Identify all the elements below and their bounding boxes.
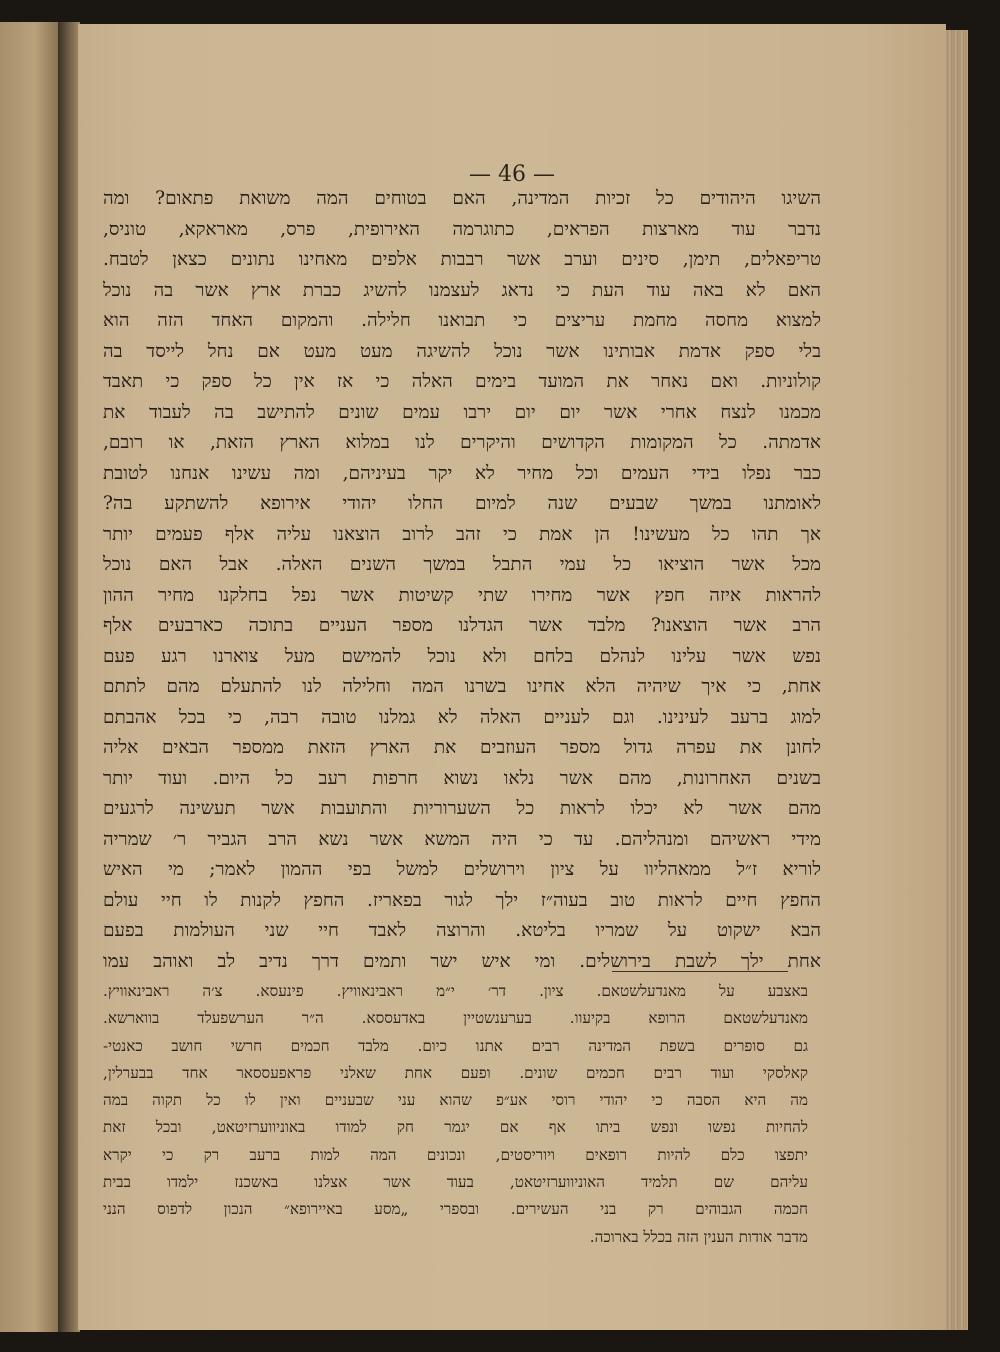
text-line: בלי ספק אדמת אבותינו אשר נוכל להשיגה מעט מעט אם נחל לייסד בה [103, 340, 821, 362]
text-line: הרב אשר הוצאנו? מלבד אשר הגדלנו מספר העניים בתוכה כארבעים אלף [103, 615, 821, 636]
footnote-line: חכמה הגבוהים רק בני העשירים. ובספרי „מסע באיירופא״ הנכון לדפוס הנני [103, 1200, 808, 1219]
text-line: מידי ראשיהם ומנהליהם. עד כי היה המשא אשר נשא הרב הגביר ר׳ שמריה [103, 828, 821, 850]
text-line: השיגו היהודים כל זכיות המדינה, האם בטוחים המה משואת פתאום? ומה [103, 188, 821, 209]
main-text-block [103, 184, 821, 977]
text-line: מכמנו לנצח אחרי אשר יום יום ירבו עמים שונים להתישב בה לעבוד את [103, 401, 821, 423]
footnote-line: מדבר אודות הענין הזה בכלל בארוכה. [589, 1227, 808, 1246]
footnote-line: מה היא הסבה כי יהודי רוסי אע״פ שהוא עני שבעניים ואין לו כל תקוה במה [103, 1091, 808, 1110]
text-line: אדמתה. כל המקומות הקדושים והיקרים לנו במלוא הארץ הזאת, או רובם, [103, 432, 821, 453]
page-number: — 46 — [469, 162, 555, 187]
text-line: טריפאלים, תימן, סינים וערב אשר רבבות אלפים מאחינו נתונים כצאן לטבח. [103, 249, 821, 270]
footnote-divider [612, 971, 788, 972]
text-line: מהם אשר לא יכלו לראות כל השערוריות והתועבות אשר תעשינה לרגעים [103, 798, 821, 819]
footnote-block [103, 978, 808, 1251]
text-line: אך תהו כל מעשינו! הן אמת כי זהב לרוב הוצאנו עליה אלף פעמים יותר [103, 523, 821, 545]
text-line: כבר נפלו בידי העמים וכל מחיר לא יקר בעיניהם, ומה עשינו אנחנו לטובת [103, 462, 821, 484]
text-line: לוריא ז״ל ממאהליוו על ציון וירושלים למשל בפי ההמון לאמר; מי האיש [103, 859, 821, 880]
text-line: אחת, כי איך שיהיה הלא אחינו בשרנו המה וחלילה לנו להתעלם מהם לתתם [103, 676, 821, 697]
footnote-line: מאנדעלשטאם הרופא בקיעוו. בערענשטיין באדעססא. ה״ר הערשפעלד בווארשא. [103, 1009, 808, 1028]
text-line: לחונן את עפרה גדול מספר העוזבים את הארץ הזאת ממספר הבאים אליה [103, 737, 821, 758]
footnote-line: באצבע על מאנדעלשטאם. ציון. דר׳ י״מ ראבינאוויץ. פינעסא. צ׳ה ראבינאוויץ. [103, 982, 808, 1000]
footnote-line: גם סופרים בשפת המדינה רבים אתנו כיום. מלבד חכמים חרשי חושב כאנטי- [103, 1036, 808, 1055]
text-line: החפץ חיים לראות טוב בעוה״ז ילך לגור בפאריז. החפץ לקנות לו חיי עולם [103, 889, 821, 911]
text-line: למצוא מחסה מחמת עריצים כי תבואנו חלילה. והמקום האחד הזה הוא [103, 310, 821, 331]
footnote-line: יתפצו כלם להיות רופאים ויוריסטים, ונכונים המה למות ברעב רק כי יקרא [103, 1145, 808, 1164]
previous-page-edge [0, 22, 60, 1332]
text-line: נפש אשר עלינו לנהלם בלחם ולא נוכל להמישם מעל צוארנו רגע פעם [103, 645, 821, 667]
text-line: בשנים האחרונות, מהם אשר נלאו נשוא חרפות רעב כל היום. ועוד יותר [103, 767, 821, 789]
text-line: להראות איזה חפץ אשר מחירו שתי קשיטות אשר נפל בחלקנו מחיר ההון [103, 584, 821, 606]
text-line: קולוניות. ואם נאחר את המועד בימים האלה כי אז אין כל ספק כי תאבד [103, 371, 821, 392]
text-line: האם לא באה עוד העת כי נדאג לעצמנו להשיג כברת ארץ אשר בה נוכל [103, 279, 821, 301]
text-line: הבא ישקוט על שמריו בליטא. והרוצה לאבד חיי שני העולמות בפעם [103, 920, 821, 941]
text-line: נדבר עוד מארצות הפראים, כתוגרמה האירופית, פרס, מאראקא, טוניס, [103, 218, 821, 240]
book-gutter [58, 22, 80, 1332]
footnote-line: להחיות נפשו ונפש ביתו אף אם יגמר חק למודו באוניווערזיטאט, ובכל זאת [103, 1118, 808, 1137]
footnote-line: קאלסקי ועוד רבים חכמים שונים. ופעם אחת שאלני פראפעססאר אחד בבערלין, [103, 1063, 808, 1082]
text-line: אחת ילך לשבת בירושלים. ומי איש ישר ותמים דרך נדיב לב ואוהב עמו [103, 950, 821, 972]
text-line: לאומתנו במשך שבעים שנה למיום החלו יהודי אירופא להשתקע בה? [103, 493, 821, 514]
text-line: למוג ברעב לעינינו. וגם לעניים האלה לא גמלנו טובה רבה, כי בכל אהבתם [103, 706, 821, 728]
text-line: מכל אשר הוציאו כל עמי התבל במשך השנים האלה. אבל האם נוכל [103, 554, 821, 575]
footnote-line: עליהם שם תלמיד האוניווערזיטאט, בעוד אשר אצלנו באשכנז ילמדו בבית [103, 1173, 808, 1192]
